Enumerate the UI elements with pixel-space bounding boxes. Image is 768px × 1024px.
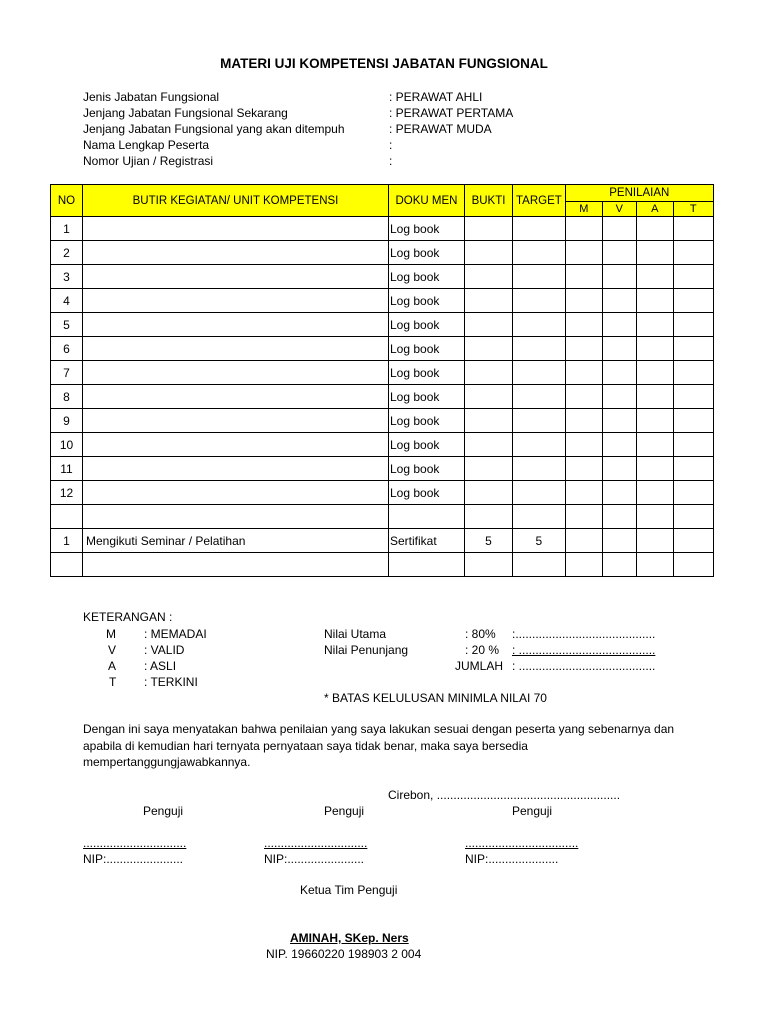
cell-penilaian-m [565,241,602,265]
cell-dokumen: Log book [389,289,465,313]
nilai-utama-label: Nilai Utama [324,627,387,641]
cell-penilaian-t [673,265,713,289]
cell-penilaian-v [602,481,636,505]
signer-line: .................................. [465,836,579,850]
cell-penilaian-a [636,529,673,553]
header-v: V [602,202,636,217]
statement-paragraph: Dengan ini saya menyatakan bahwa penilaian yang saya lakukan sesuai dengan peserta yang sebenarnya dan apabila di kemudian hari ternyata pernyataan saya tidak benar, maka saya bersedia mempertanggungjawabkannya. [83,722,675,769]
cell-penilaian-v [602,457,636,481]
cell-bukti [465,217,513,241]
cell-target [513,553,566,577]
header-a: A [636,202,673,217]
cell-no: 10 [51,433,83,457]
signer-nip: NIP:....................... [83,852,184,866]
cell-butir [83,385,389,409]
cell-penilaian-m [565,361,602,385]
cell-butir: Mengikuti Seminar / Pelatihan [83,529,389,553]
cell-dokumen: Log book [389,313,465,337]
cell-no [51,553,83,577]
table-row [51,361,714,385]
cell-butir [83,241,389,265]
cell-penilaian-t [673,505,713,529]
info-value: : PERAWAT AHLI [389,90,483,104]
info-value: : [389,138,393,152]
cell-penilaian-m [565,385,602,409]
info-value: : [389,154,393,168]
cell-penilaian-a [636,385,673,409]
cell-penilaian-m [565,433,602,457]
place-date: Cirebon, ....................................................... [388,788,621,802]
cell-penilaian-a [636,553,673,577]
cell-penilaian-a [636,241,673,265]
cell-bukti [465,433,513,457]
cell-bukti [465,361,513,385]
nilai-penunjang-dots: : ......................................... [512,643,656,657]
legend-code: A [108,659,117,673]
cell-bukti [465,481,513,505]
table-row [51,409,714,433]
cell-butir [83,505,389,529]
cell-dokumen: Log book [389,265,465,289]
ketua-role: Ketua Tim Penguji [300,883,398,897]
cell-penilaian-t [673,361,713,385]
cell-penilaian-t [673,385,713,409]
info-value: : PERAWAT PERTAMA [389,106,514,120]
cell-dokumen: Log book [389,361,465,385]
cell-dokumen: Log book [389,217,465,241]
header-dokumen: DOKU MEN [389,185,465,217]
cell-penilaian-m [565,553,602,577]
cell-bukti [465,457,513,481]
table-row [51,337,714,361]
legend-code: M [106,627,116,641]
info-label: Nama Lengkap Peserta [83,138,210,152]
nilai-penunjang-pct: : 20 % [465,643,500,657]
info-value: : PERAWAT MUDA [389,122,492,136]
cell-no: 11 [51,457,83,481]
header-m: M [565,202,602,217]
cell-no: 1 [51,529,83,553]
cell-penilaian-v [602,529,636,553]
signer-role: Penguji [324,804,365,818]
cell-target [513,313,566,337]
cell-penilaian-t [673,457,713,481]
cell-penilaian-v [602,217,636,241]
cell-no: 5 [51,313,83,337]
cell-penilaian-m [565,337,602,361]
cell-penilaian-v [602,337,636,361]
nilai-utama-dots: :.......................................... [512,627,656,641]
nilai-utama-pct: : 80% [465,627,496,641]
ketua-name: AMINAH, SKep. Ners [290,931,409,945]
cell-dokumen: Log book [389,481,465,505]
competency-table [50,184,714,577]
signer-nip: NIP:..................... [465,852,559,866]
header-no: NO [51,185,83,217]
signer-line: ............................... [83,836,187,850]
header-butir: BUTIR KEGIATAN/ UNIT KOMPETENSI [83,185,389,217]
cell-bukti [465,385,513,409]
cell-penilaian-v [602,241,636,265]
cell-penilaian-a [636,217,673,241]
cell-target: 5 [513,529,566,553]
cell-bukti [465,313,513,337]
legend-code: V [108,643,117,657]
table-row [51,289,714,313]
cell-target [513,433,566,457]
cell-no: 7 [51,361,83,385]
cell-no: 8 [51,385,83,409]
cell-penilaian-a [636,505,673,529]
cell-bukti [465,505,513,529]
cell-dokumen: Sertifikat [389,529,465,553]
page-title: MATERI UJI KOMPETENSI JABATAN FUNGSIONAL [220,56,548,71]
table-row [51,313,714,337]
table-row [51,481,714,505]
cell-penilaian-a [636,361,673,385]
legend-desc: : VALID [144,643,185,657]
legend-desc: : MEMADAI [144,627,207,641]
cell-penilaian-m [565,289,602,313]
cell-penilaian-t [673,529,713,553]
cell-dokumen: Log book [389,409,465,433]
info-label: Jenjang Jabatan Fungsional yang akan ditempuh [83,122,345,136]
cell-penilaian-t [673,289,713,313]
cell-penilaian-v [602,409,636,433]
cell-penilaian-m [565,481,602,505]
cell-penilaian-v [602,385,636,409]
cell-bukti [465,553,513,577]
header-target: TARGET [513,185,566,217]
cell-penilaian-v [602,313,636,337]
table-row [51,385,714,409]
cell-butir [83,337,389,361]
cell-dokumen: Log book [389,457,465,481]
keterangan-heading: KETERANGAN : [83,610,173,624]
header-t: T [673,202,713,217]
jumlah-dots: : ......................................... [512,659,656,673]
cell-dokumen: Log book [389,433,465,457]
cell-target [513,457,566,481]
cell-target [513,409,566,433]
cell-target [513,385,566,409]
cell-penilaian-m [565,409,602,433]
cell-bukti [465,409,513,433]
info-label: Nomor Ujian / Registrasi [83,154,214,168]
cell-penilaian-a [636,289,673,313]
cell-penilaian-a [636,313,673,337]
cell-penilaian-v [602,289,636,313]
cell-penilaian-a [636,481,673,505]
cell-no: 9 [51,409,83,433]
table-row [51,553,714,577]
cell-butir [83,481,389,505]
cell-target [513,361,566,385]
cell-bukti: 5 [465,529,513,553]
cell-butir [83,457,389,481]
signer-role: Penguji [143,804,184,818]
signer-line: ............................... [264,836,368,850]
cell-target [513,481,566,505]
signer-role: Penguji [512,804,553,818]
cell-target [513,217,566,241]
cell-penilaian-m [565,217,602,241]
cell-target [513,337,566,361]
cell-butir [83,361,389,385]
cell-dokumen [389,505,465,529]
header-penilaian: PENILAIAN [565,185,713,202]
cell-penilaian-v [602,505,636,529]
cell-butir [83,289,389,313]
cell-butir [83,409,389,433]
cell-penilaian-m [565,457,602,481]
info-label: Jenis Jabatan Fungsional [83,90,220,104]
table-row [51,529,714,553]
header-bukti: BUKTI [465,185,513,217]
cell-penilaian-t [673,553,713,577]
ketua-nip: NIP. 19660220 198903 2 004 [266,947,422,961]
cell-target [513,289,566,313]
cell-target [513,241,566,265]
cell-penilaian-a [636,457,673,481]
cell-butir [83,313,389,337]
cell-penilaian-t [673,433,713,457]
cell-target [513,265,566,289]
jumlah-label: JUMLAH [455,659,504,673]
cell-penilaian-t [673,409,713,433]
cell-penilaian-m [565,505,602,529]
cell-bukti [465,289,513,313]
cell-butir [83,553,389,577]
cell-penilaian-t [673,481,713,505]
cell-penilaian-a [636,409,673,433]
cell-penilaian-m [565,265,602,289]
table-row [51,265,714,289]
cell-penilaian-v [602,553,636,577]
cell-no: 1 [51,217,83,241]
cell-dokumen [389,553,465,577]
batas-kelulusan: * BATAS KELULUSAN MINIMLA NILAI 70 [324,691,547,705]
cell-butir [83,265,389,289]
cell-bukti [465,265,513,289]
cell-no: 4 [51,289,83,313]
table-row [51,241,714,265]
cell-penilaian-t [673,337,713,361]
cell-penilaian-t [673,241,713,265]
table-row [51,217,714,241]
cell-no: 12 [51,481,83,505]
cell-penilaian-v [602,433,636,457]
nilai-penunjang-label: Nilai Penunjang [324,643,409,657]
table-row [51,457,714,481]
cell-dokumen: Log book [389,337,465,361]
cell-penilaian-v [602,361,636,385]
cell-no: 6 [51,337,83,361]
signer-nip: NIP:....................... [264,852,365,866]
cell-penilaian-a [636,433,673,457]
cell-penilaian-v [602,265,636,289]
cell-no: 3 [51,265,83,289]
cell-dokumen: Log book [389,385,465,409]
legend-desc: : TERKINI [144,675,198,689]
cell-penilaian-a [636,265,673,289]
cell-penilaian-m [565,529,602,553]
cell-bukti [465,337,513,361]
cell-butir [83,217,389,241]
legend-code: T [109,675,117,689]
cell-target [513,505,566,529]
cell-penilaian-m [565,313,602,337]
table-row [51,433,714,457]
table-row [51,505,714,529]
cell-penilaian-t [673,313,713,337]
info-label: Jenjang Jabatan Fungsional Sekarang [83,106,288,120]
cell-dokumen: Log book [389,241,465,265]
legend-desc: : ASLI [144,659,177,673]
cell-penilaian-a [636,337,673,361]
cell-butir [83,433,389,457]
cell-penilaian-t [673,217,713,241]
cell-no: 2 [51,241,83,265]
cell-no [51,505,83,529]
cell-bukti [465,241,513,265]
